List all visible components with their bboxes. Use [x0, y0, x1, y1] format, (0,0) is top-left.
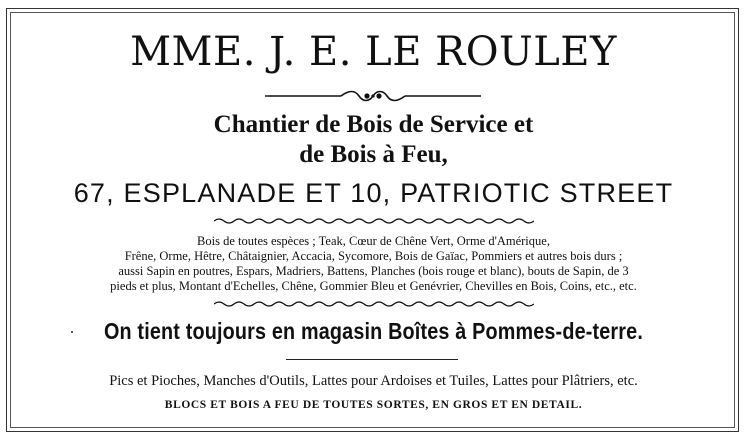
- wood-types-line-3: aussi Sapin en poutres, Espars, Madriers, Battens, Planches (bois rouge et blanc), bouts de Sapin, de 3: [118, 264, 629, 278]
- wood-types-line-4: pieds et plus, Montant d'Echelles, Chêne, Gommier Bleu et Genévrier, Chevilles en Bois, Coins, etc., etc.: [110, 279, 637, 293]
- wood-types-line-2: Frêne, Orme, Hêtre, Châtaignier, Accacia, Sycomore, Bois de Gaïac, Pommiers et autres bois durs ;: [124, 249, 623, 263]
- wavy-divider-2: [214, 300, 534, 308]
- ornamental-divider: [263, 88, 483, 104]
- firewood-line: BLOCS ET BOIS A FEU DE TOUTES SORTES, EN GROS ET EN DETAIL.: [164, 399, 583, 411]
- street-address: 67, ESPLANADE ET 10, PATRIOTIC STREET: [73, 178, 674, 208]
- wood-types-line-1: Bois de toutes espèces ; Teak, Cœur de Chêne Vert, Orme d'Amérique,: [197, 234, 550, 248]
- stock-notice: On tient toujours en magasin Boîtes à Pommes-de-terre.: [103, 318, 644, 344]
- tools-line: Pics et Pioches, Manches d'Outils, Lattes pour Ardoises et Tuiles, Lattes pour Plâtriers, etc.: [109, 373, 638, 389]
- business-name-heading: MME. J. E. LE ROULEY: [130, 29, 617, 75]
- horizontal-rule: [286, 359, 458, 360]
- business-description-line-2: de Bois à Feu,: [299, 141, 448, 168]
- business-description-line-1: Chantier de Bois de Service et: [213, 111, 534, 138]
- wavy-divider-1: [214, 217, 534, 225]
